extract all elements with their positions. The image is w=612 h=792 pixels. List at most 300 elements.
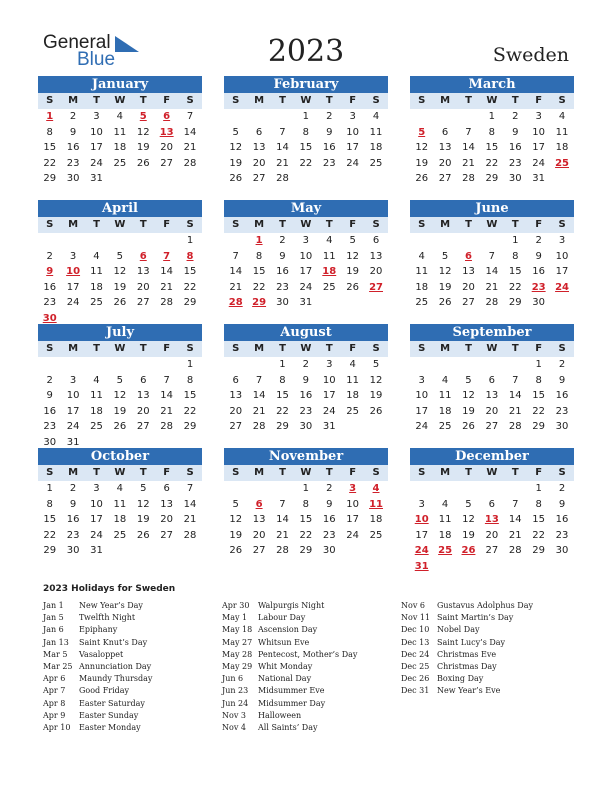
weekday-label: W <box>486 467 498 478</box>
weekday-label: T <box>93 95 100 106</box>
weekday-label: M <box>440 467 451 478</box>
week-row <box>224 358 388 373</box>
day-cell: 27 <box>136 297 150 308</box>
holiday-name: Nobel Day <box>437 625 480 635</box>
weekday-label: T <box>279 343 286 354</box>
week-row <box>410 389 574 404</box>
day-cell: 28 <box>485 297 499 308</box>
week-row <box>410 234 574 249</box>
day-cell: 14 <box>252 390 266 401</box>
day-cell: 12 <box>113 390 127 401</box>
day-cell: 3 <box>418 374 425 386</box>
day-cell <box>224 110 247 125</box>
day-cell: 22 <box>276 405 289 417</box>
day-cell: 5 <box>418 126 426 138</box>
day-cell: 29 <box>532 421 546 432</box>
weekday-label: W <box>300 219 312 230</box>
day-cell: 19 <box>136 514 150 525</box>
day-cell: 15 <box>183 266 197 277</box>
day-cell: 7 <box>279 498 286 510</box>
weekday-label: F <box>535 219 543 230</box>
weekday-label: T <box>93 467 100 478</box>
day-cell: 20 <box>160 142 174 153</box>
week-row <box>38 141 202 156</box>
day-cell: 9 <box>69 126 77 138</box>
holiday-item <box>43 685 152 697</box>
day-cell: 3 <box>69 374 77 386</box>
day-cell: 8 <box>302 126 310 138</box>
day-cell: 4 <box>418 250 425 262</box>
day-cell <box>410 358 433 373</box>
holiday-date: Dec 10 <box>401 625 430 635</box>
week-row <box>224 250 388 265</box>
month-title: March <box>410 76 574 93</box>
day-cell <box>61 358 84 373</box>
day-cell: 9 <box>46 266 54 277</box>
holiday-item <box>401 673 533 685</box>
day-cell: 6 <box>488 498 496 510</box>
day-cell: 22 <box>43 529 57 541</box>
week-row <box>38 157 202 172</box>
day-cell: 24 <box>346 157 360 169</box>
holiday-item <box>43 722 152 734</box>
day-cell: 23 <box>66 529 80 541</box>
day-cell: 27 <box>229 421 243 432</box>
day-cell: 28 <box>228 297 243 308</box>
holiday-name: Saint Lucy’s Day <box>437 637 506 647</box>
day-cell: 8 <box>535 374 542 386</box>
weekday-label: F <box>535 343 543 354</box>
day-cell: 8 <box>46 126 53 138</box>
week-row <box>38 420 202 435</box>
day-cell: 12 <box>136 126 150 138</box>
day-cell: 27 <box>136 421 150 432</box>
day-cell: 15 <box>299 142 313 153</box>
day-cell: 29 <box>276 421 289 432</box>
day-cell: 26 <box>461 545 476 556</box>
day-cell: 12 <box>113 266 127 277</box>
holiday-name: National Day <box>258 674 312 684</box>
month-february <box>224 76 388 187</box>
day-cell: 9 <box>279 250 286 262</box>
holiday-date: Jun 24 <box>222 698 249 708</box>
day-cell: 3 <box>93 111 100 122</box>
month-title: June <box>410 200 574 217</box>
day-cell: 31 <box>90 545 103 556</box>
day-cell: 11 <box>369 126 383 138</box>
day-cell <box>247 482 270 497</box>
day-cell: 1 <box>279 359 286 370</box>
week-row <box>410 126 574 141</box>
weekday-label: F <box>349 343 357 354</box>
month-may <box>224 200 388 311</box>
day-cell: 6 <box>464 250 472 262</box>
holiday-date: Dec 31 <box>401 686 430 696</box>
week-row <box>38 126 202 141</box>
weekday-header-row <box>38 93 202 109</box>
day-cell: 6 <box>255 498 263 510</box>
day-cell: 1 <box>488 111 496 122</box>
day-cell <box>527 560 550 575</box>
weekday-label: W <box>486 95 498 106</box>
holiday-date: Dec 25 <box>401 661 430 671</box>
day-cell: 2 <box>69 111 77 122</box>
holiday-date: Jun 6 <box>222 674 244 684</box>
day-cell <box>271 482 294 497</box>
day-cell: 9 <box>69 498 77 510</box>
day-cell: 14 <box>276 514 289 525</box>
day-cell: 19 <box>113 405 127 417</box>
day-cell: 19 <box>415 157 429 169</box>
week-row <box>224 374 388 389</box>
week-row <box>38 405 202 420</box>
day-cell: 26 <box>462 421 475 432</box>
day-cell <box>433 482 456 497</box>
day-cell: 31 <box>322 421 336 432</box>
day-cell: 28 <box>160 297 174 308</box>
day-cell: 26 <box>346 281 360 293</box>
day-cell: 22 <box>532 405 546 417</box>
day-cell: 7 <box>512 498 519 510</box>
holiday-name: Christmas Eve <box>437 649 497 659</box>
day-cell: 11 <box>90 266 103 277</box>
day-cell: 25 <box>113 157 127 169</box>
day-cell: 18 <box>90 405 103 417</box>
day-cell: 19 <box>438 281 452 293</box>
day-cell: 19 <box>462 405 475 417</box>
day-cell: 30 <box>532 297 546 308</box>
day-cell: 10 <box>532 126 546 138</box>
weekday-label: T <box>279 219 286 230</box>
month-title: May <box>224 200 388 217</box>
day-cell: 17 <box>90 142 103 153</box>
day-cell <box>155 358 178 373</box>
weekday-label: S <box>372 467 380 478</box>
day-cell: 30 <box>322 545 336 556</box>
calendar-year: 2023 <box>267 34 345 69</box>
weekday-label: F <box>163 467 171 478</box>
holiday-name: Ascension Day <box>258 625 318 635</box>
week-row <box>410 141 574 156</box>
day-cell: 17 <box>415 405 429 417</box>
day-cell <box>61 234 84 249</box>
holiday-date: Dec 24 <box>401 649 430 659</box>
month-july <box>38 324 202 450</box>
day-cell: 12 <box>438 266 452 277</box>
week-row <box>410 405 574 420</box>
day-cell: 20 <box>485 405 499 417</box>
day-cell: 27 <box>462 297 475 308</box>
day-cell: 6 <box>163 483 170 494</box>
week-row <box>410 172 574 187</box>
day-cell: 8 <box>186 250 194 262</box>
day-cell: 1 <box>512 235 519 246</box>
holiday-name: Whitsun Eve <box>258 637 310 647</box>
day-cell: 30 <box>276 297 289 308</box>
week-row <box>410 498 574 513</box>
day-cell <box>457 560 480 575</box>
week-row <box>410 358 574 373</box>
day-cell: 20 <box>485 529 499 541</box>
holiday-item <box>222 685 357 697</box>
holiday-date: Nov 6 <box>401 601 425 610</box>
day-cell: 24 <box>532 157 546 169</box>
day-cell: 7 <box>465 126 472 138</box>
month-june <box>410 200 574 311</box>
holiday-item <box>222 649 357 661</box>
week-row <box>410 250 574 265</box>
holiday-name: Easter Saturday <box>79 698 145 708</box>
day-cell: 29 <box>508 297 522 308</box>
day-cell: 25 <box>415 297 429 308</box>
day-cell: 7 <box>279 126 286 138</box>
day-cell: 2 <box>46 250 53 262</box>
day-cell: 13 <box>229 390 243 401</box>
day-cell: 13 <box>159 126 174 138</box>
day-cell: 3 <box>349 111 356 122</box>
day-cell: 2 <box>326 483 333 494</box>
day-cell: 26 <box>113 421 127 432</box>
day-cell <box>550 296 573 311</box>
week-row <box>410 157 574 172</box>
day-cell: 10 <box>299 250 313 262</box>
day-cell: 6 <box>255 126 263 138</box>
day-cell: 17 <box>322 390 336 401</box>
day-cell: 13 <box>252 142 266 153</box>
weekday-label: S <box>372 95 380 106</box>
holiday-date: May 27 <box>222 637 253 647</box>
day-cell: 27 <box>252 545 266 556</box>
day-cell <box>504 560 527 575</box>
day-cell: 11 <box>90 390 103 401</box>
holiday-name: Whit Monday <box>258 661 313 671</box>
week-row <box>410 110 574 125</box>
day-cell: 26 <box>415 173 429 184</box>
day-cell: 22 <box>532 529 546 541</box>
day-cell: 12 <box>136 498 150 510</box>
week-row <box>38 172 202 187</box>
day-cell: 28 <box>508 421 522 432</box>
month-title: November <box>224 448 388 465</box>
day-cell: 4 <box>326 235 333 246</box>
weekday-label: S <box>232 95 240 106</box>
day-cell: 2 <box>69 483 77 494</box>
week-row <box>410 374 574 389</box>
day-cell <box>364 172 387 187</box>
holiday-name: Twelfth Night <box>79 613 136 623</box>
day-cell: 21 <box>276 157 289 169</box>
week-row <box>224 234 388 249</box>
day-cell: 1 <box>186 235 194 246</box>
weekday-label: M <box>254 219 265 230</box>
day-cell: 16 <box>555 390 569 401</box>
day-cell <box>294 172 317 187</box>
month-title: April <box>38 200 202 217</box>
week-row <box>224 498 388 513</box>
day-cell: 30 <box>555 421 569 432</box>
day-cell: 13 <box>485 390 499 401</box>
weekday-label: W <box>114 219 126 230</box>
day-cell: 16 <box>43 405 57 417</box>
week-row <box>224 157 388 172</box>
holiday-item <box>43 649 152 661</box>
week-row <box>38 482 202 497</box>
weekday-label: T <box>511 343 519 354</box>
day-cell: 21 <box>276 529 289 541</box>
day-cell: 9 <box>302 374 310 386</box>
day-cell: 18 <box>415 281 429 293</box>
day-cell: 31 <box>90 173 103 184</box>
country-name: Sweden <box>492 44 569 66</box>
day-cell: 1 <box>255 235 263 246</box>
weekday-label: M <box>254 95 265 106</box>
day-cell: 24 <box>415 421 429 432</box>
weekday-label: S <box>418 343 426 354</box>
day-cell <box>550 560 573 575</box>
day-cell: 10 <box>90 498 103 510</box>
week-row <box>38 250 202 265</box>
holiday-name: Good Friday <box>79 686 130 696</box>
day-cell: 30 <box>66 173 80 184</box>
day-cell <box>132 358 155 373</box>
day-cell: 3 <box>93 483 100 494</box>
day-cell: 25 <box>346 405 360 417</box>
day-cell: 28 <box>276 545 289 556</box>
day-cell: 11 <box>438 514 452 525</box>
weekday-header-row <box>410 341 574 357</box>
holiday-item <box>222 710 357 722</box>
day-cell: 2 <box>46 374 53 386</box>
week-row <box>38 358 202 373</box>
day-cell: 16 <box>299 390 313 401</box>
holiday-item <box>222 673 357 685</box>
weekday-label: T <box>465 219 472 230</box>
weekday-label: F <box>163 95 171 106</box>
weekday-label: M <box>440 219 451 230</box>
week-row <box>224 172 388 187</box>
weekday-label: S <box>186 467 194 478</box>
day-cell: 10 <box>555 250 569 262</box>
day-cell: 14 <box>183 498 197 510</box>
day-cell: 19 <box>229 157 243 169</box>
weekday-label: F <box>535 95 543 106</box>
day-cell: 23 <box>66 157 80 169</box>
holiday-item <box>222 637 357 649</box>
day-cell: 13 <box>136 266 150 277</box>
day-cell: 8 <box>186 374 194 386</box>
day-cell: 17 <box>66 281 80 293</box>
day-cell: 27 <box>252 173 266 184</box>
day-cell: 25 <box>369 529 383 541</box>
day-cell: 26 <box>229 173 243 184</box>
day-cell <box>480 358 503 373</box>
day-cell: 16 <box>66 142 80 153</box>
weekday-label: S <box>418 219 426 230</box>
day-cell: 2 <box>279 235 286 246</box>
day-cell <box>341 296 364 311</box>
week-row <box>410 265 574 280</box>
day-cell: 23 <box>555 529 569 541</box>
day-cell: 8 <box>279 374 286 386</box>
month-march <box>410 76 574 187</box>
weekday-label: T <box>325 467 333 478</box>
day-cell: 2 <box>302 359 310 370</box>
day-cell: 14 <box>160 390 174 401</box>
weekday-header-row <box>224 93 388 109</box>
day-cell: 3 <box>69 250 77 262</box>
day-cell: 22 <box>299 529 313 541</box>
day-cell: 28 <box>252 421 266 432</box>
weekday-label: W <box>300 343 312 354</box>
weekday-header-row <box>410 217 574 233</box>
day-cell: 16 <box>66 514 80 525</box>
holiday-date: Jan 1 <box>43 601 64 610</box>
week-row <box>38 513 202 528</box>
day-cell: 28 <box>508 545 522 556</box>
day-cell: 9 <box>558 374 566 386</box>
day-cell: 14 <box>276 142 289 153</box>
day-cell: 27 <box>485 545 499 556</box>
week-row <box>410 544 574 559</box>
day-cell: 4 <box>93 374 100 386</box>
week-row <box>224 389 388 404</box>
holiday-date: Nov 11 <box>401 613 431 623</box>
holiday-item <box>222 624 357 636</box>
day-cell: 5 <box>232 498 239 510</box>
week-row <box>224 281 388 296</box>
day-cell: 25 <box>438 545 453 556</box>
day-cell: 15 <box>43 142 57 153</box>
day-cell: 11 <box>113 126 127 138</box>
holiday-item <box>401 637 533 649</box>
day-cell: 17 <box>346 514 360 525</box>
weekday-label: M <box>68 95 79 106</box>
day-cell <box>224 234 247 249</box>
weekday-header-row <box>224 217 388 233</box>
day-cell <box>224 358 247 373</box>
weekday-label: M <box>68 343 79 354</box>
day-cell: 21 <box>160 405 174 417</box>
day-cell: 16 <box>508 142 522 153</box>
weekday-label: M <box>68 467 79 478</box>
day-cell <box>108 172 131 187</box>
holiday-name: Epiphany <box>79 625 118 635</box>
day-cell: 21 <box>252 405 266 417</box>
day-cell: 15 <box>183 390 197 401</box>
day-cell: 4 <box>116 111 124 122</box>
weekday-label: W <box>486 343 498 354</box>
holiday-name: New Year’s Day <box>79 601 143 610</box>
day-cell: 5 <box>116 250 124 262</box>
day-cell <box>132 172 155 187</box>
day-cell: 19 <box>113 281 127 293</box>
holiday-item <box>43 624 152 636</box>
holiday-date: Mar 5 <box>43 649 68 659</box>
day-cell <box>433 110 456 125</box>
day-cell: 30 <box>299 421 313 432</box>
day-cell <box>108 358 131 373</box>
day-cell: 28 <box>462 173 475 184</box>
week-row <box>38 234 202 249</box>
weekday-label: S <box>232 467 240 478</box>
holiday-name: Saint Martin’s Day <box>437 613 514 623</box>
day-cell: 18 <box>369 514 383 525</box>
day-cell: 28 <box>183 157 197 169</box>
month-title: December <box>410 448 574 465</box>
day-cell: 18 <box>113 142 127 153</box>
holiday-name: Midsummer Eve <box>258 686 325 696</box>
weekday-label: S <box>46 219 54 230</box>
